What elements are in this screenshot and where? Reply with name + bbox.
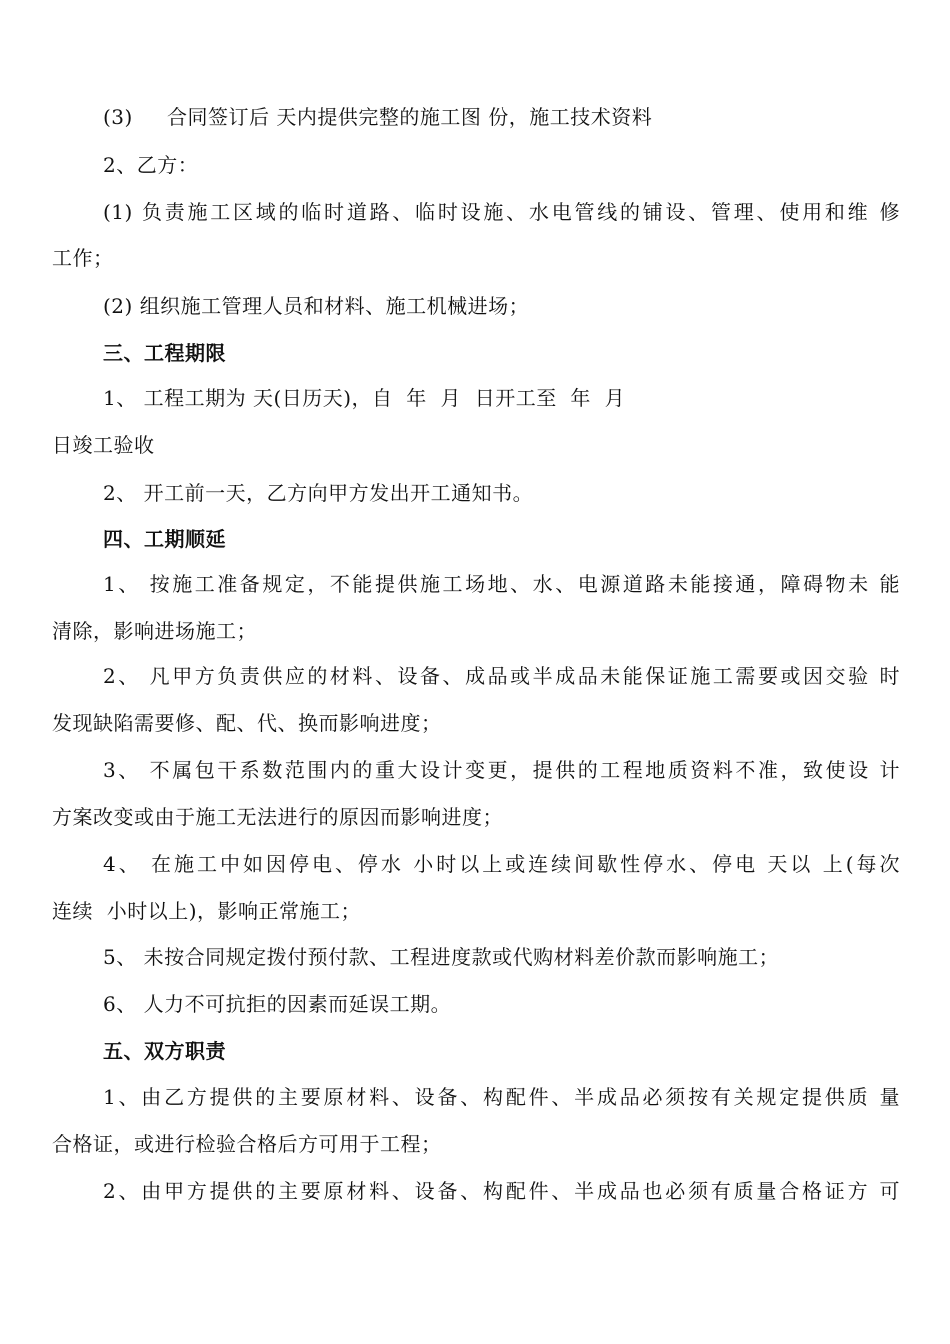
text-line: 2、由甲方提供的主要原材料、设备、构配件、半成品也必须有质量合格证方 可 [103, 1179, 900, 1203]
text-line: (2) 组织施工管理人员和材料、施工机械进场； [103, 294, 530, 318]
text-line: 清除，影响进场施工； [52, 619, 257, 643]
text-line: 1、 工程工期为 天(日历天)，自 年 月 日开工至 年 月 [103, 386, 626, 410]
text-line: 6、 人力不可抗拒的因素而延误工期。 [103, 992, 452, 1016]
text-line: 连续 小时以上)，影响正常施工； [52, 899, 362, 923]
text-line: 4、 在施工中如因停电、停水 小时以上或连续间歇性停水、停电 天以 上(每次 [103, 852, 900, 876]
text-line: 1、 按施工准备规定，不能提供施工场地、水、电源道路未能接通，障碍物未 能 [103, 572, 900, 596]
text-line: 日竣工验收 [52, 433, 155, 457]
text-line: 2、 凡甲方负责供应的材料、设备、成品或半成品未能保证施工需要或因交验 时 [103, 664, 900, 688]
text-line: 合格证，或进行检验合格后方可用于工程； [52, 1132, 442, 1156]
text-line: 2、 开工前一天，乙方向甲方发出开工通知书。 [103, 481, 534, 505]
section-heading: 三、工程期限 [103, 341, 226, 365]
text-line: (3) 合同签订后 天内提供完整的施工图 份，施工技术资料 [103, 105, 653, 129]
section-heading: 四、工期顺延 [103, 527, 226, 551]
text-line: 2、乙方： [103, 153, 199, 177]
text-line: 工作； [52, 246, 114, 270]
text-line: 3、 不属包干系数范围内的重大设计变更，提供的工程地质资料不准，致使设 计 [103, 758, 900, 782]
section-heading: 五、双方职责 [103, 1039, 226, 1063]
text-line: 5、 未按合同规定拨付预付款、工程进度款或代购材料差价款而影响施工； [103, 945, 780, 969]
text-line: 方案改变或由于施工无法进行的原因而影响进度； [52, 805, 503, 829]
text-line: 发现缺陷需要修、配、代、换而影响进度； [52, 711, 442, 735]
text-line: (1) 负责施工区域的临时道路、临时设施、水电管线的铺设、管理、使用和维 修 [103, 200, 900, 224]
text-line: 1、由乙方提供的主要原材料、设备、构配件、半成品必须按有关规定提供质 量 [103, 1085, 900, 1109]
